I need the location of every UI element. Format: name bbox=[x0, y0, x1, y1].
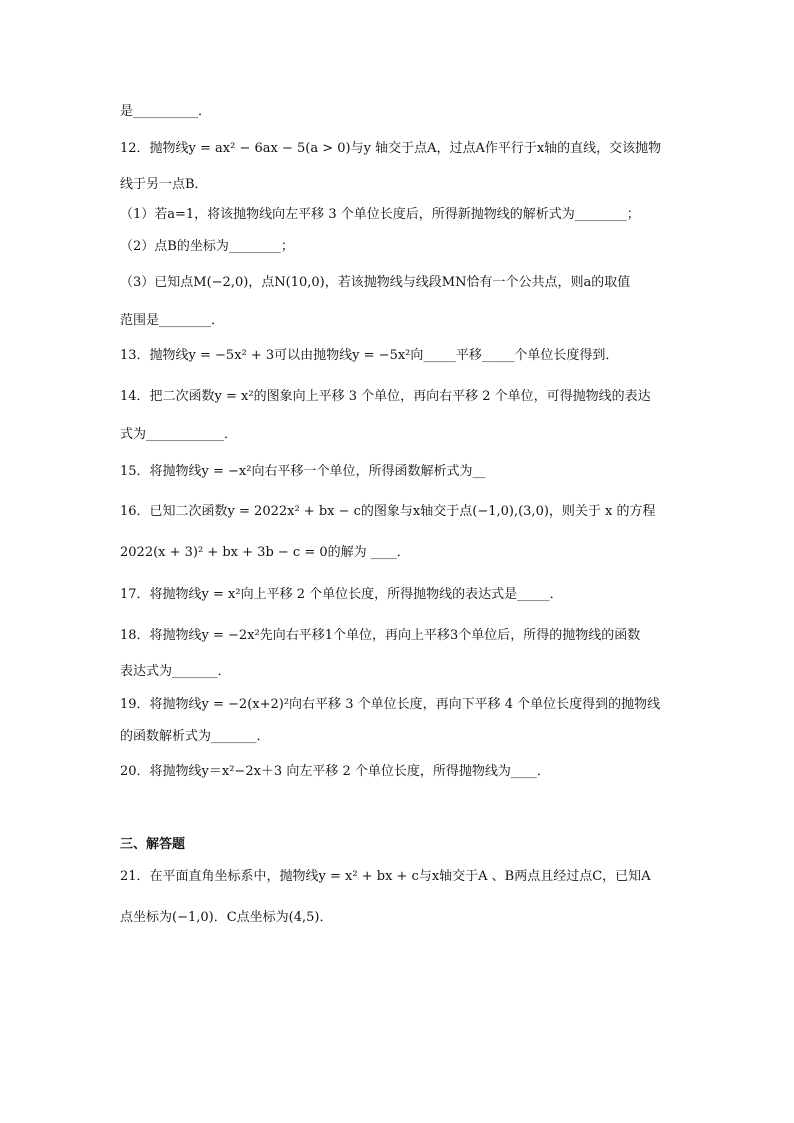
q12-part-1: （1）若a=1，将该抛物线向左平移 3 个单位长度后，所得新抛物线的解析式为________； bbox=[120, 207, 640, 222]
q20: 20．将抛物线y＝x²−2x＋3 向左平移 2 个单位长度，所得抛物线为____． bbox=[120, 764, 550, 779]
q16-line-1: 16．已知二次函数y = 2022x² + bx − c的图象与x轴交于点(−1,0),(3,0)，则关于 x 的方程 bbox=[120, 504, 656, 519]
q12-line-1: 12．抛物线y = ax² − 6ax − 5(a > 0)与y 轴交于点A，过点A作平行于x轴的直线，交该抛物 bbox=[120, 141, 662, 156]
q12-line-2: 线于另一点B． bbox=[120, 177, 208, 192]
q15: 15．将抛物线y = −x²向右平移一个单位，所得函数解析式为__ bbox=[120, 464, 486, 479]
q19-line-2: 的函数解析式为_______． bbox=[120, 729, 270, 744]
q12-part-3-line-2: 范围是________． bbox=[120, 313, 225, 328]
q18-line-1: 18．将抛物线y = −2x²先向右平移1个单位，再向上平移3个单位后，所得的抛物线的函数 bbox=[120, 628, 641, 643]
q21-line-1: 21．在平面直角坐标系中，抛物线y = x² + bx + c与x轴交于A 、B两点且经过点C，已知A bbox=[120, 869, 651, 884]
q21-line-2: 点坐标为(−1,0)．C点坐标为(4,5)． bbox=[120, 910, 333, 925]
section-heading-answer-questions: 三、解答题 bbox=[120, 837, 186, 852]
q11-continuation: 是__________． bbox=[120, 104, 212, 119]
q12-part-3-line-1: （3）已知点M(−2,0)，点N(10,0)，若该抛物线与线段MN恰有一个公共点，则a的取值 bbox=[120, 275, 631, 290]
q17: 17．将抛物线y = x²向上平移 2 个单位长度，所得抛物线的表达式是_____． bbox=[120, 587, 563, 602]
q19-line-1: 19．将抛物线y = −2(x+2)²向右平移 3 个单位长度，再向下平移 4 个单位长度得到的抛物线 bbox=[120, 697, 661, 712]
q18-line-2: 表达式为_______． bbox=[120, 664, 231, 679]
q14-line-2: 式为____________． bbox=[120, 427, 238, 442]
q16-line-2: 2022(x + 3)² + bx + 3b − c = 0的解为 ____． bbox=[120, 545, 410, 560]
q14-line-1: 14．把二次函数y = x²的图象向上平移 3 个单位，再向右平移 2 个单位，可得抛物线的表达 bbox=[120, 389, 651, 404]
q13: 13．抛物线y = −5x² + 3可以由抛物线y = −5x²向_____平移_____个单位长度得到． bbox=[120, 348, 619, 363]
q12-part-2: （2）点B的坐标为________； bbox=[120, 239, 294, 254]
